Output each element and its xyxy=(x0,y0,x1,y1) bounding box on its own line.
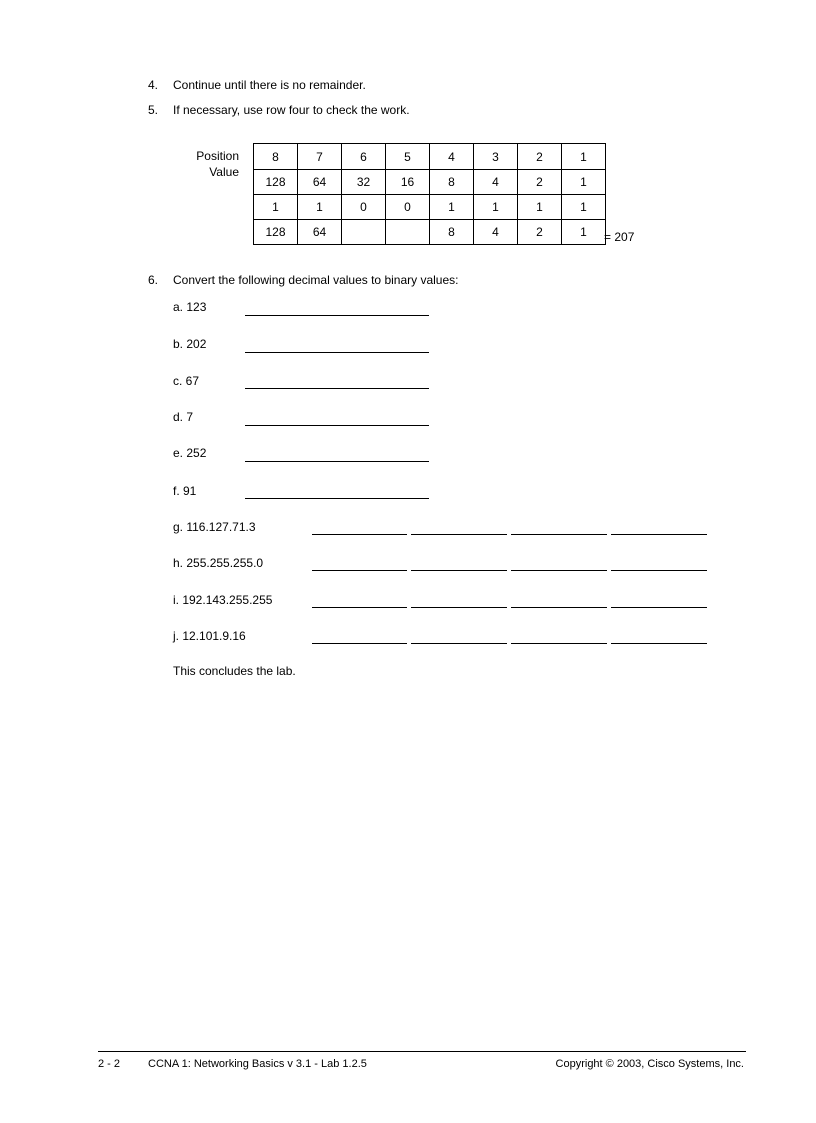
exercise-f-answer-line[interactable] xyxy=(245,498,429,499)
table-cell: 64 xyxy=(298,170,342,195)
table-cell: 5 xyxy=(386,144,430,170)
table-cell: 1 xyxy=(518,195,562,220)
table-cell: 1 xyxy=(562,144,606,170)
exercise-i-label: i. 192.143.255.255 xyxy=(173,593,273,607)
exercise-a-label: a. 123 xyxy=(173,300,207,314)
exercise-i-octet-4-line[interactable] xyxy=(611,607,707,608)
exercise-b-answer-line[interactable] xyxy=(245,352,429,353)
table-cell: 4 xyxy=(430,144,474,170)
table-label-value: Value xyxy=(209,165,239,179)
conclusion-text: This concludes the lab. xyxy=(173,664,296,678)
exercise-f-label: f. 91 xyxy=(173,484,197,498)
exercise-g-octet-2-line[interactable] xyxy=(411,534,507,535)
exercise-g-octet-3-line[interactable] xyxy=(511,534,607,535)
step-4-number: 4. xyxy=(148,78,159,92)
step-5-text: If necessary, use row four to check the work. xyxy=(173,103,410,117)
exercise-d-answer-line[interactable] xyxy=(245,425,429,426)
exercise-j-octet-1-line[interactable] xyxy=(312,643,407,644)
table-cell: 1 xyxy=(474,195,518,220)
exercise-g-octet-1-line[interactable] xyxy=(312,534,407,535)
table-cell xyxy=(386,220,430,245)
table-row-bits xyxy=(254,195,606,220)
exercise-h-octet-4-line[interactable] xyxy=(611,570,707,571)
table-cell: 7 xyxy=(298,144,342,170)
exercise-j-octet-4-line[interactable] xyxy=(611,643,707,644)
exercise-c-answer-line[interactable] xyxy=(245,388,429,389)
table-cell: 128 xyxy=(254,220,298,245)
table-cell: 64 xyxy=(298,220,342,245)
exercise-j-label: j. 12.101.9.16 xyxy=(173,629,246,643)
table-cell: 3 xyxy=(474,144,518,170)
exercise-h-octet-1-line[interactable] xyxy=(312,570,407,571)
step-4-text: Continue until there is no remainder. xyxy=(173,78,366,92)
table-cell: 8 xyxy=(254,144,298,170)
table-cell: 1 xyxy=(298,195,342,220)
exercise-i-octet-3-line[interactable] xyxy=(511,607,607,608)
table-cell: 16 xyxy=(386,170,430,195)
step-6-number: 6. xyxy=(148,273,159,287)
exercise-g-octet-4-line[interactable] xyxy=(611,534,707,535)
exercise-d-label: d. 7 xyxy=(173,410,194,424)
exercise-h-label: h. 255.255.255.0 xyxy=(173,556,264,570)
exercise-c-label: c. 67 xyxy=(173,374,200,388)
step-6-text: Convert the following decimal values to binary values: xyxy=(173,273,459,287)
table-cell: 8 xyxy=(430,170,474,195)
table-cell: 6 xyxy=(342,144,386,170)
table-cell: 1 xyxy=(562,220,606,245)
table-label-position: Position xyxy=(196,149,239,163)
exercise-j-octet-3-line[interactable] xyxy=(511,643,607,644)
table-cell: 128 xyxy=(254,170,298,195)
table-row-position xyxy=(254,144,606,170)
exercise-e-answer-line[interactable] xyxy=(245,461,429,462)
exercise-a-answer-line[interactable] xyxy=(245,315,429,316)
table-cell: 4 xyxy=(474,170,518,195)
table-cell: 1 xyxy=(430,195,474,220)
exercise-i-octet-2-line[interactable] xyxy=(411,607,507,608)
table-cell xyxy=(342,220,386,245)
table-cell: 1 xyxy=(562,170,606,195)
exercise-h-octet-3-line[interactable] xyxy=(511,570,607,571)
table-cell: 0 xyxy=(386,195,430,220)
exercise-i-octet-1-line[interactable] xyxy=(312,607,407,608)
table-cell: 2 xyxy=(518,220,562,245)
exercise-e-label: e. 252 xyxy=(173,446,207,460)
exercise-g-label: g. 116.127.71.3 xyxy=(173,520,256,534)
table-cell: 8 xyxy=(430,220,474,245)
exercise-j-octet-2-line[interactable] xyxy=(411,643,507,644)
table-cell: 0 xyxy=(342,195,386,220)
footer-divider xyxy=(98,1051,746,1052)
table-cell: 4 xyxy=(474,220,518,245)
binary-conversion-table xyxy=(253,143,606,245)
footer-copyright: Copyright © 2003, Cisco Systems, Inc. xyxy=(555,1058,744,1070)
table-cell: 1 xyxy=(562,195,606,220)
table-cell: 32 xyxy=(342,170,386,195)
step-5-number: 5. xyxy=(148,103,159,117)
table-row-value xyxy=(254,170,606,195)
table-cell: 2 xyxy=(518,144,562,170)
table-result: = 207 xyxy=(604,230,635,244)
footer-course-title: CCNA 1: Networking Basics v 3.1 - Lab 1.2.5 xyxy=(148,1058,367,1070)
exercise-b-label: b. 202 xyxy=(173,337,207,351)
table-cell: 2 xyxy=(518,170,562,195)
table-row-check xyxy=(254,220,606,245)
footer-page-number: 2 - 2 xyxy=(98,1058,121,1070)
table-cell: 1 xyxy=(254,195,298,220)
exercise-h-octet-2-line[interactable] xyxy=(411,570,507,571)
